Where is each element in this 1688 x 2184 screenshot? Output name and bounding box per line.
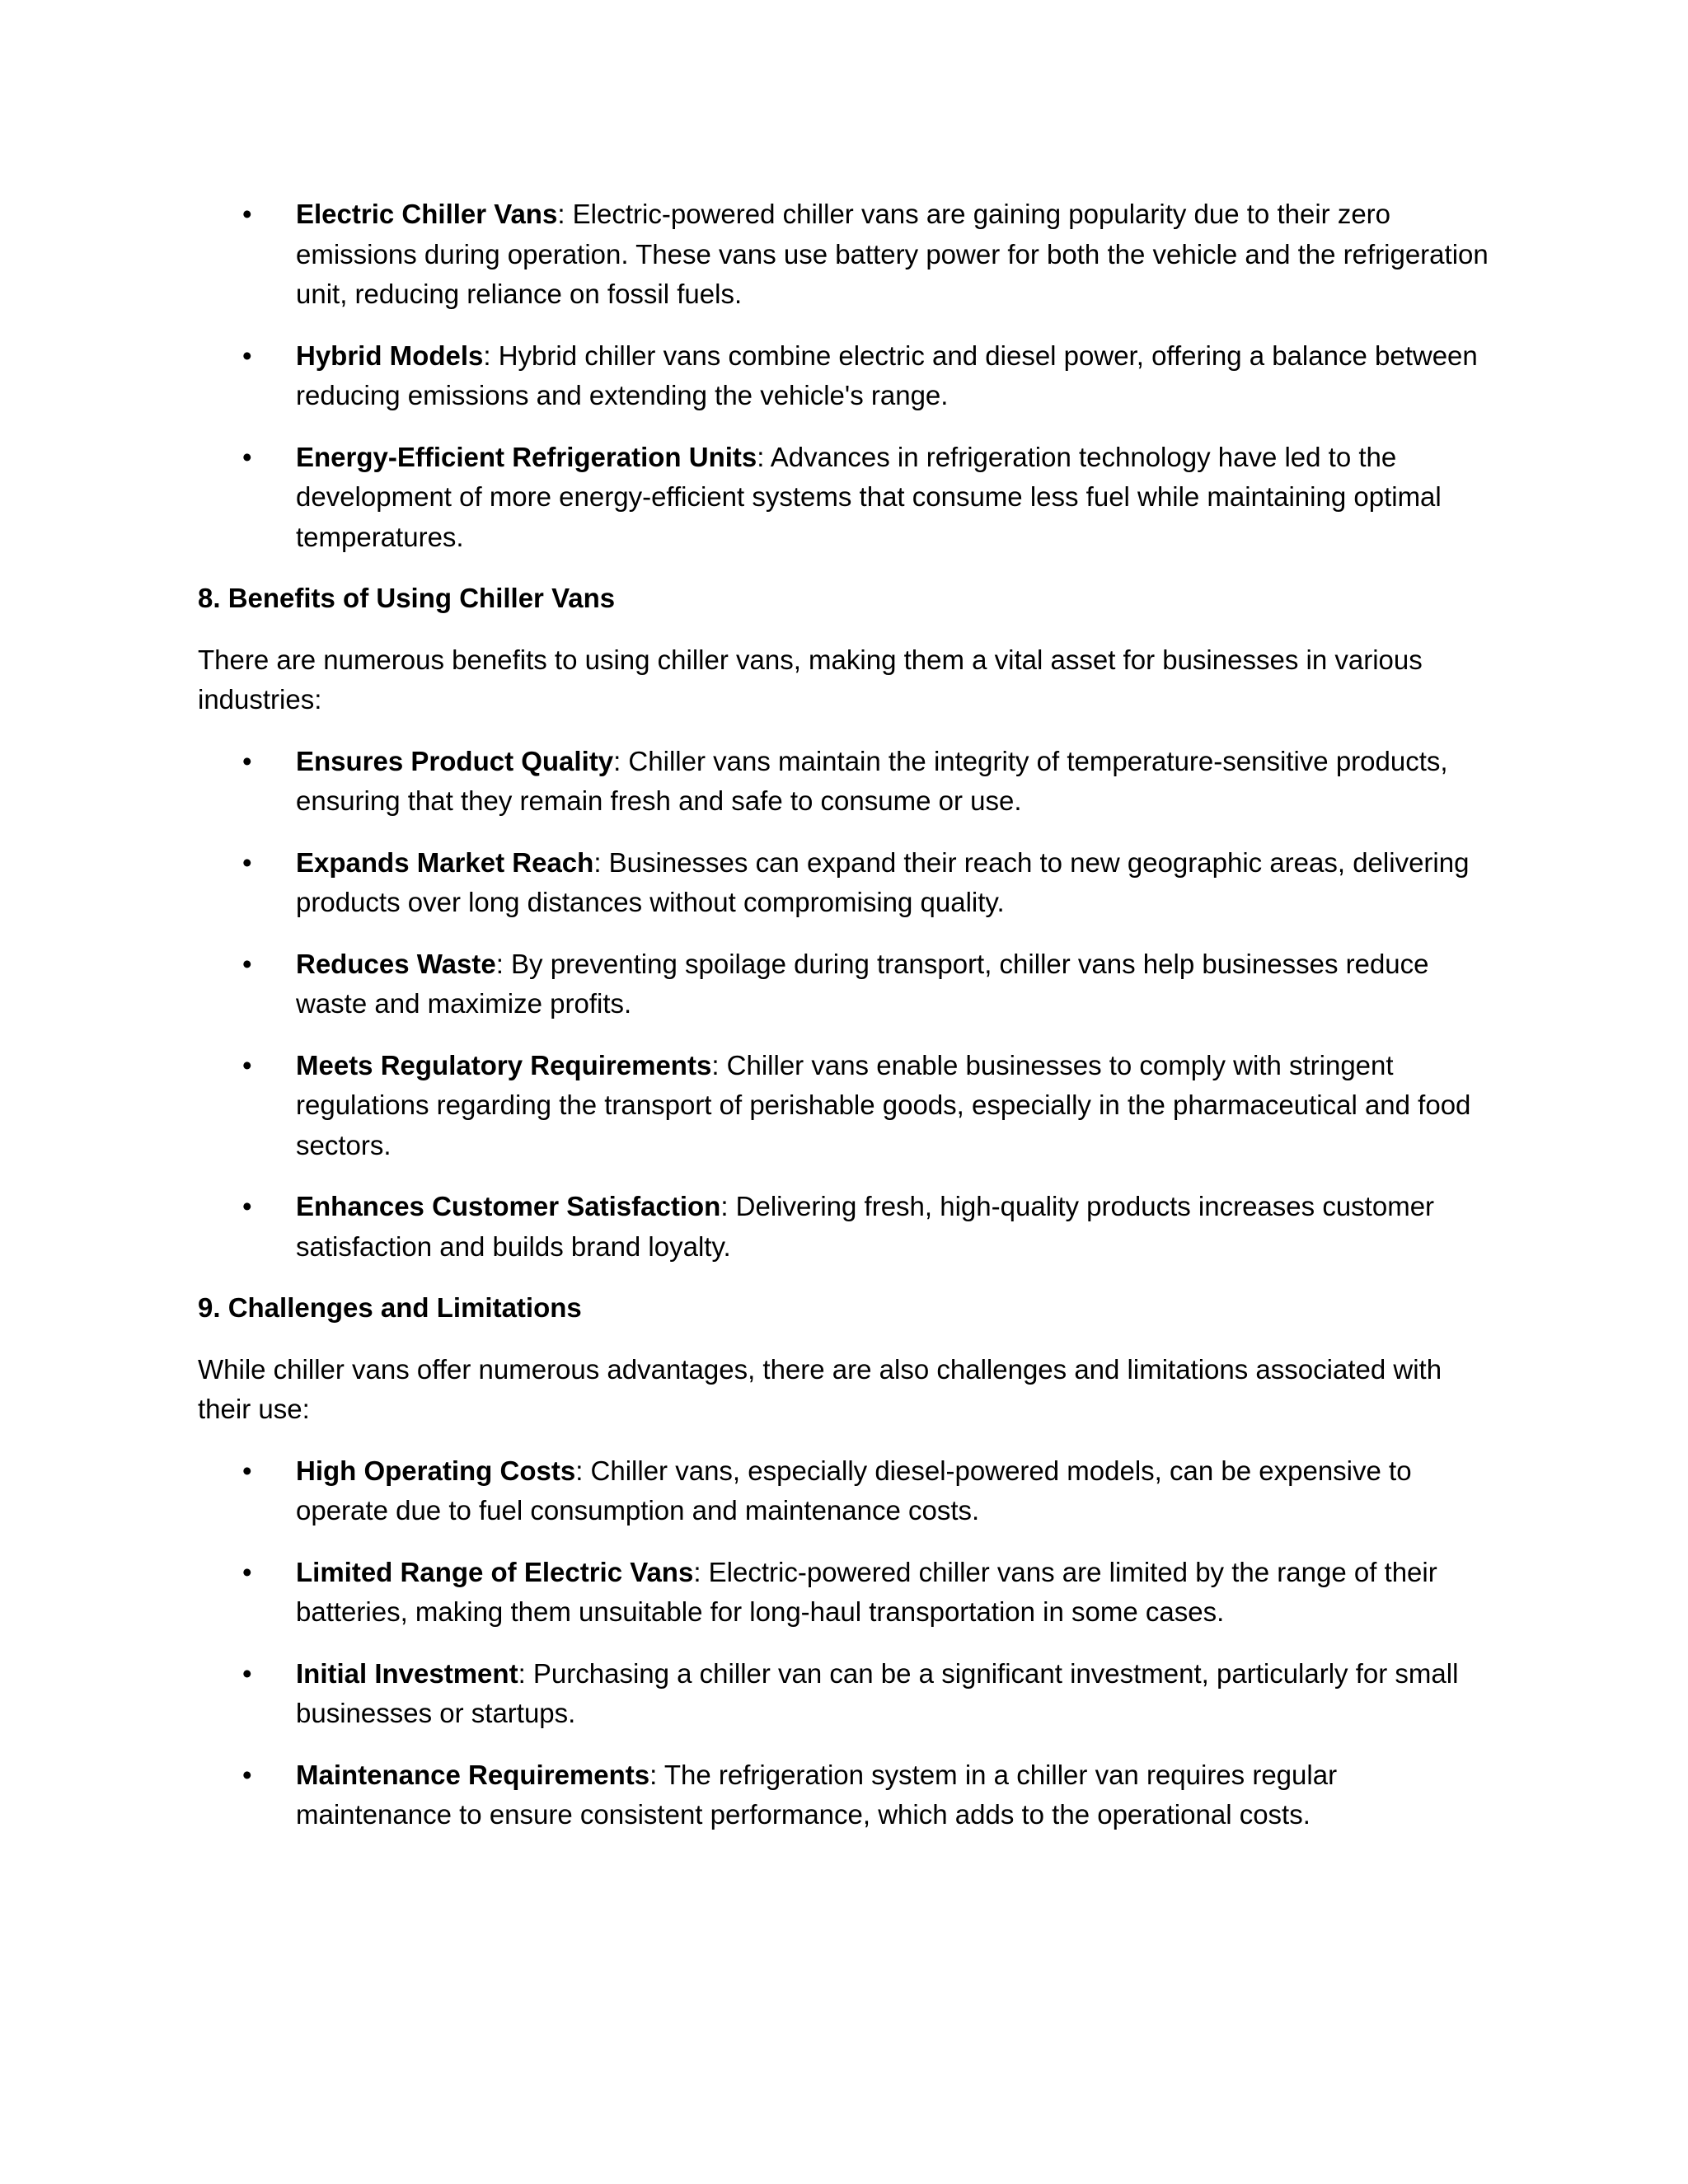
item-term: Limited Range of Electric Vans: [296, 1556, 694, 1587]
bullet-icon: •: [242, 340, 252, 371]
section-heading-challenges: 9. Challenges and Limitations: [198, 1292, 582, 1323]
list-item: [198, 1187, 1492, 1267]
benefits-list: [198, 742, 1492, 1268]
list-item: [198, 1755, 1492, 1835]
item-text: : Advances in refrigeration technology have led to the development of more energy-efficient systems that consume less fuel while maintaining optimal temperatures.: [296, 441, 1442, 552]
section-intro-benefits: There are numerous benefits to using chiller vans, making them a vital asset for businesses in various industries:: [198, 644, 1423, 715]
item-term: Electric Chiller Vans: [296, 199, 558, 229]
bullet-icon: •: [242, 1759, 252, 1790]
item-term: Expands Market Reach: [296, 846, 594, 878]
bullet-icon: •: [242, 199, 252, 229]
item-text: : Chiller vans enable businesses to comply with stringent regulations regarding the transport of perishable goods, especially in the pharmaceutical and food sectors.: [296, 1049, 1471, 1160]
section-intro-challenges: While chiller vans offer numerous advantages, there are also challenges and limitations associated with their use:: [198, 1353, 1442, 1424]
item-text: : By preventing spoilage during transport, chiller vans help businesses reduce waste and maximize profits.: [296, 948, 1429, 1019]
list-item: [198, 1046, 1492, 1166]
item-text: : Purchasing a chiller van can be a significant investment, particularly for small businesses or startups.: [296, 1657, 1459, 1728]
item-term: High Operating Costs: [296, 1455, 576, 1486]
bullet-icon: •: [242, 1455, 252, 1486]
list-item: [198, 194, 1492, 315]
item-term: Reduces Waste: [296, 948, 496, 979]
item-text: : Chiller vans, especially diesel-powered models, can be expensive to operate due to fuel consumption and maintenance costs.: [296, 1455, 1412, 1526]
item-term: Energy-Efficient Refrigeration Units: [296, 441, 757, 472]
bullet-icon: •: [242, 745, 252, 776]
item-text: : Chiller vans maintain the integrity of temperature-sensitive products, ensuring that they remain fresh and safe to consume or use.: [296, 745, 1448, 816]
list-item: [198, 438, 1492, 558]
list-item: [198, 1654, 1492, 1734]
list-item: [198, 944, 1492, 1024]
item-text: : Electric-powered chiller vans are gaining popularity due to their zero emissions during operation. These vans use battery power for both the vehicle and the refrigeration unit, reducing reliance on fossil fuels.: [296, 199, 1489, 309]
innovations-list: [198, 194, 1492, 557]
challenges-list: [198, 1451, 1492, 1835]
bullet-icon: •: [242, 441, 252, 472]
item-text: : Delivering fresh, high-quality products increases customer satisfaction and builds brand loyalty.: [296, 1191, 1435, 1262]
bullet-icon: •: [242, 1556, 252, 1587]
list-item: [198, 742, 1492, 822]
list-item: [198, 336, 1492, 416]
bullet-icon: •: [242, 1049, 252, 1080]
item-text: : The refrigeration system in a chiller van requires regular maintenance to ensure consistent performance, which adds to the operational costs.: [296, 1759, 1338, 1830]
bullet-icon: •: [242, 1657, 252, 1689]
item-term: Ensures Product Quality: [296, 745, 614, 776]
item-text: : Electric-powered chiller vans are limited by the range of their batteries, making them unsuitable for long-haul transportation in some cases.: [296, 1556, 1437, 1627]
item-term: Initial Investment: [296, 1657, 518, 1689]
list-item: [198, 1451, 1492, 1531]
item-term: Enhances Customer Satisfaction: [296, 1191, 721, 1221]
item-term: Maintenance Requirements: [296, 1759, 650, 1790]
item-term: Hybrid Models: [296, 340, 484, 371]
bullet-icon: •: [242, 948, 252, 979]
bullet-icon: •: [242, 1191, 252, 1221]
list-item: [198, 843, 1492, 923]
item-text: : Hybrid chiller vans combine electric and diesel power, offering a balance between reducing emissions and extending the vehicle's range.: [296, 340, 1478, 410]
document-page: [198, 194, 1492, 1857]
item-term: Meets Regulatory Requirements: [296, 1049, 712, 1080]
section-heading-benefits: 8. Benefits of Using Chiller Vans: [198, 583, 616, 613]
item-text: : Businesses can expand their reach to new geographic areas, delivering products over long distances without compromising quality.: [296, 846, 1470, 917]
bullet-icon: •: [242, 846, 252, 878]
list-item: [198, 1553, 1492, 1633]
